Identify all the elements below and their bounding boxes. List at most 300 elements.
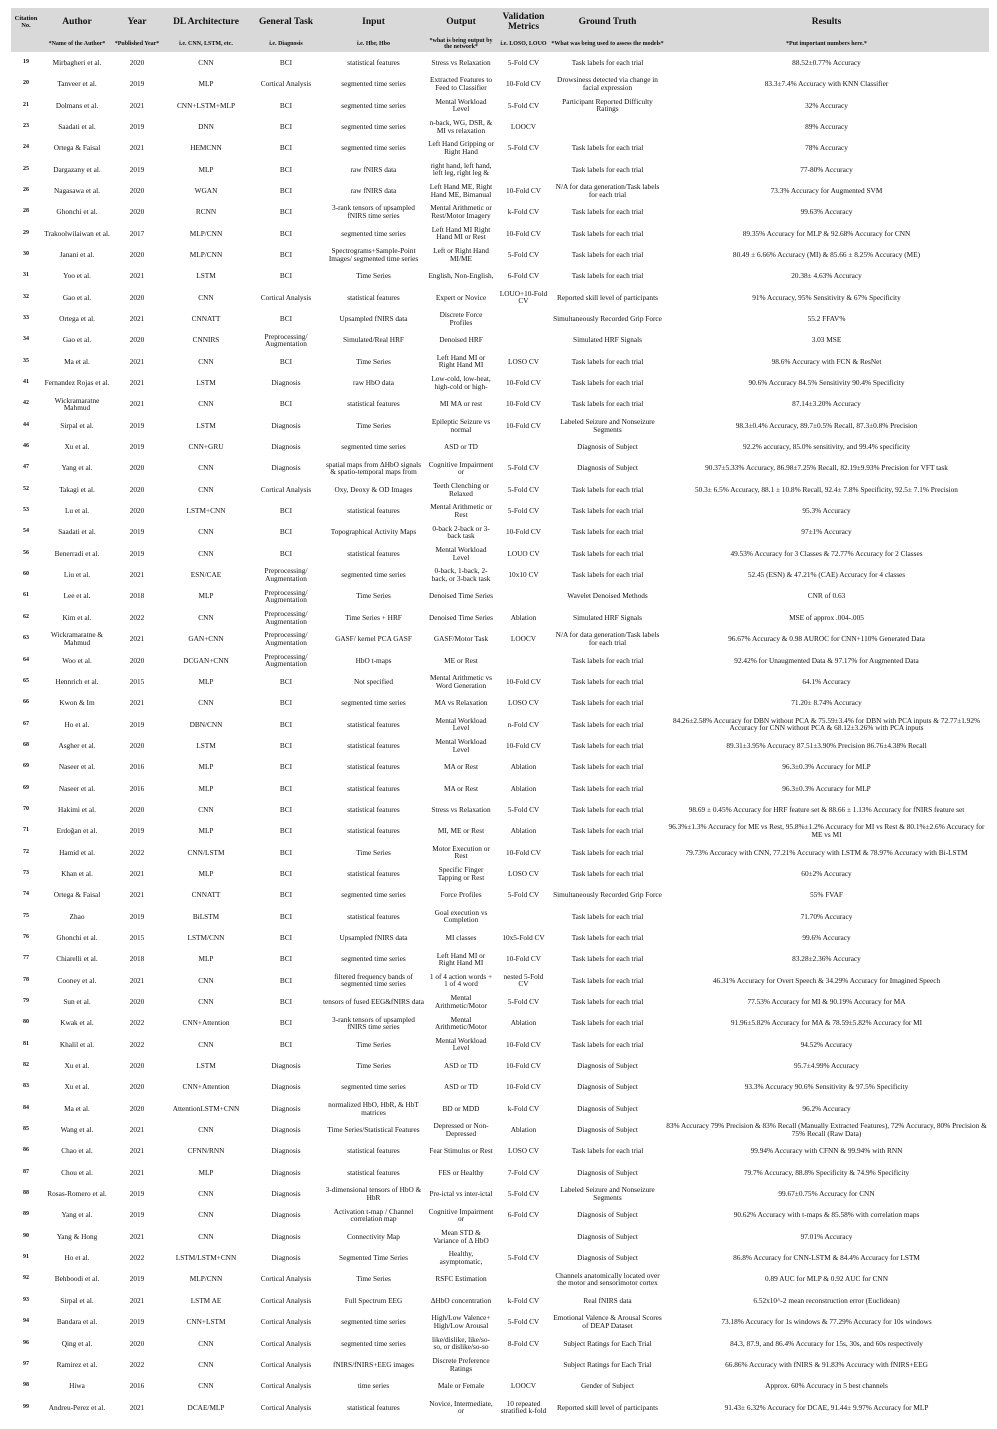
cell-ground-truth: Drowsiness detected via change in facial expression (557, 75, 658, 93)
cell-output: 1 of 4 action words + 1 of 4 word (429, 971, 493, 989)
header-task: General Task (251, 8, 321, 36)
cell-citation: 54 (23, 528, 29, 535)
cell-output: High/Low Valence+ High/Low Arousal (431, 1313, 491, 1330)
cell-task: BCI (279, 975, 293, 985)
cell-citation: 99 (23, 1403, 29, 1410)
cell-ground-truth: Task labels for each trial (571, 143, 644, 153)
cell-ground-truth: N/A for data generation/Task labels for each trial (555, 630, 660, 647)
header-ground-truth: Ground Truth (551, 8, 664, 36)
cell-architecture: DCGAN+CNN (183, 655, 229, 665)
cell-validation: 10-Fold CV (505, 847, 542, 857)
cell-task: Diagnosis (271, 1125, 301, 1135)
cell-task: BCI (279, 762, 293, 772)
cell-architecture: RCNN (195, 207, 217, 217)
cell-output: Mental Workload Level (435, 544, 487, 562)
table-row (11, 927, 989, 948)
cell-author: Gao et al. (62, 335, 92, 345)
cell-citation: 92 (23, 1275, 29, 1282)
cell-ground-truth: Task labels for each trial (571, 249, 644, 259)
cell-architecture: CNN (198, 612, 214, 622)
header-output: Output (426, 8, 496, 36)
cell-validation: 5-Fold CV (507, 1253, 540, 1263)
cell-author: Ortega & Faisal (53, 143, 101, 153)
cell-validation: 5-Fold CV (507, 890, 540, 900)
table-row (11, 1034, 989, 1055)
cell-validation: 8-Fold CV (507, 1338, 540, 1348)
cell-validation: LOSO CV (507, 1146, 539, 1156)
cell-results: 60±2% Accuracy (801, 868, 852, 878)
cell-validation: 10x10 CV (508, 570, 539, 580)
cell-citation: 66 (23, 699, 29, 706)
cell-task: Diagnosis (271, 1082, 301, 1092)
cell-citation: 83 (23, 1083, 29, 1090)
cell-task: BCI (279, 826, 293, 836)
literature-table (11, 8, 989, 1418)
cell-ground-truth: Task labels for each trial (571, 804, 644, 814)
cell-task: BCI (279, 100, 293, 110)
cell-year: 2021 (129, 356, 145, 366)
cell-input: Upsampled fNIRS data (339, 314, 408, 323)
cell-architecture: CNN (198, 57, 214, 67)
cell-citation: 47 (23, 464, 29, 471)
cell-input: statistical features (347, 1402, 400, 1412)
cell-year: 2020 (129, 1338, 145, 1348)
cell-citation: 62 (23, 613, 29, 620)
cell-output: MI, ME or Rest (437, 826, 485, 836)
cell-output: Left or Right Hand MI/ME (433, 246, 489, 263)
cell-citation: 90 (23, 1232, 29, 1239)
cell-author: Ramirez et al. (56, 1359, 98, 1369)
cell-author: Mirbagheri et al. (52, 57, 102, 67)
cell-task: BCI (279, 314, 293, 323)
cell-architecture: MLP (198, 1167, 214, 1177)
cell-architecture: DCAE/MLP (187, 1402, 225, 1412)
cell-validation: nested 5-Fold CV (503, 971, 544, 989)
cell-task: BCI (279, 954, 293, 964)
cell-year: 2020 (129, 292, 145, 302)
cell-citation: 42 (23, 400, 29, 407)
cell-task: BCI (279, 506, 293, 516)
cell-task: BCI (279, 207, 293, 217)
cell-results: 46.31% Accuracy for Overt Speech & 34.29% Accuracy for Imagined Speech (712, 975, 941, 985)
cell-citation: 97 (23, 1360, 29, 1367)
cell-validation: 6-Fold CV (507, 1210, 540, 1220)
cell-input: Upsampled fNIRS data (339, 932, 408, 942)
cell-output: Stress vs Relaxation (431, 804, 491, 814)
cell-output: Mental Arithmetic vs Word Generation (429, 673, 492, 690)
cell-citation: 41 (23, 379, 29, 386)
cell-validation: 10-Fold CV (505, 676, 542, 686)
cell-citation: 56 (23, 549, 29, 556)
cell-input: segmented time series (341, 143, 406, 153)
table-row (11, 500, 989, 521)
cell-author: Sun et al. (63, 997, 91, 1006)
cell-architecture: MLP/CNN (189, 228, 223, 238)
cell-ground-truth: Simultaneously Recorded Grip Force (553, 890, 662, 900)
literature-table-page (11, 8, 989, 1418)
cell-architecture: CNN (198, 1231, 214, 1241)
subheader-author: *Name of the Author* (41, 36, 113, 52)
cell-year: 2019 (129, 420, 145, 430)
cell-architecture: CNN+LSTM+MLP (176, 100, 236, 110)
cell-input: Topographical Activity Maps (330, 527, 417, 537)
cell-citation: 20 (23, 80, 29, 87)
cell-task: BCI (279, 932, 293, 942)
cell-ground-truth: Task labels for each trial (571, 1146, 644, 1156)
cell-validation: 5-Fold CV (507, 484, 540, 494)
cell-architecture: CNN (198, 292, 214, 302)
table-row (11, 522, 989, 543)
cell-citation: 87 (23, 1168, 29, 1175)
table-row (11, 1162, 989, 1183)
cell-ground-truth: Subject Ratings for Each Trial (563, 1359, 652, 1369)
cell-ground-truth: Task labels for each trial (571, 655, 644, 665)
cell-year: 2019 (129, 548, 145, 558)
table-row (11, 1311, 989, 1332)
cell-output: MI classes (445, 932, 477, 942)
cell-results: 32% Accuracy (805, 100, 848, 110)
cell-ground-truth: Simulated HRF Signals (573, 335, 642, 345)
cell-author: Dargazany et al. (53, 164, 101, 174)
cell-output: GASF/Motor Task (433, 634, 489, 644)
cell-year: 2020 (129, 57, 145, 67)
cell-year: 2021 (129, 975, 145, 985)
cell-validation: 10-Fold CV (505, 740, 542, 750)
cell-author: Wickramaratne Mahmud (54, 395, 100, 413)
cell-architecture: BiLSTM (192, 911, 220, 921)
cell-citation: 35 (23, 357, 29, 364)
table-row (11, 351, 989, 372)
cell-ground-truth: Task labels for each trial (571, 1018, 644, 1028)
cell-input: Connectivity Map (347, 1231, 400, 1241)
cell-year: 2019 (129, 911, 145, 921)
cell-output: Motor Execution or Rest (432, 843, 490, 861)
cell-ground-truth (551, 116, 664, 137)
cell-author: Yang et al. (61, 1210, 93, 1220)
cell-task: Diagnosis (271, 1210, 301, 1220)
cell-output: Left Hand MI or Right Hand MI (436, 950, 486, 968)
cell-task: BCI (279, 121, 293, 131)
cell-architecture: CNN (198, 463, 214, 473)
cell-citation: 88 (23, 1190, 29, 1197)
cell-author: Lee et al. (63, 591, 91, 601)
cell-architecture: CNN+Attention (182, 1082, 230, 1092)
cell-output: Force Profiles (440, 890, 482, 900)
cell-input: raw fNIRS data (350, 164, 397, 174)
cell-architecture: CNN (198, 548, 214, 558)
cell-author: Xu et al. (64, 442, 90, 452)
cell-task: Diagnosis (271, 378, 301, 388)
cell-task: BCI (279, 868, 293, 878)
cell-output: Novice, Intermediate, or (429, 1398, 493, 1416)
cell-citation: 63 (23, 635, 29, 642)
cell-output: Epileptic Seizure vs normal (431, 416, 491, 434)
cell-results: CNR of 0.63 (807, 591, 846, 601)
cell-ground-truth: Task labels for each trial (571, 164, 644, 174)
cell-ground-truth: Channels anatomically located over the motor and sensorimotor cortex (555, 1270, 660, 1288)
cell-results: 95.3% Accuracy (802, 506, 851, 516)
cell-ground-truth: Task labels for each trial (571, 847, 644, 857)
cell-input: Time Series/Statistical Features (327, 1125, 420, 1135)
cell-citation: 32 (23, 293, 29, 300)
cell-year: 2019 (129, 164, 145, 174)
cell-input: Full Spectrum EEG (344, 1295, 403, 1305)
cell-author: Naseer et al. (58, 762, 96, 772)
table-row (11, 1375, 989, 1396)
cell-author: Ho et al. (64, 719, 90, 729)
cell-year: 2020 (129, 484, 145, 494)
cell-validation: LOSO CV (507, 356, 539, 366)
cell-input: statistical features (347, 826, 400, 836)
cell-ground-truth: Simultaneously Recorded Grip Force (553, 314, 662, 323)
cell-input: statistical features (347, 911, 400, 921)
table-row (11, 564, 989, 585)
table-row (11, 52, 989, 73)
cell-task: Preprocessing/ Augmentation (264, 630, 308, 647)
table-row (11, 265, 989, 286)
cell-author: Nagasawa et al. (54, 185, 100, 195)
cell-input: time series (357, 1381, 390, 1391)
cell-task: Cortical Analysis (260, 292, 312, 302)
cell-input: Time Series (356, 847, 391, 857)
cell-year: 2022 (129, 1039, 145, 1049)
cell-architecture: MLP (198, 954, 214, 964)
cell-output: English, Non-English, (428, 271, 494, 281)
cell-output: Pre-ictal vs inter-ictal (429, 1189, 493, 1199)
cell-citation: 19 (23, 58, 29, 65)
subheader-citation (11, 36, 41, 52)
cell-input: raw fNIRS data (350, 185, 397, 195)
cell-citation: 29 (23, 229, 29, 236)
cell-task: BCI (279, 783, 293, 793)
cell-citation: 34 (23, 336, 29, 343)
cell-architecture: CNN (198, 804, 214, 814)
cell-results: 83.28±2.36% Accuracy (792, 954, 861, 964)
cell-validation: LOUO+10-Fold CV (499, 288, 548, 306)
cell-input: segmented time series (341, 954, 406, 964)
cell-year: 2021 (129, 1146, 145, 1156)
table-row (11, 479, 989, 500)
cell-validation: k-Fold CV (507, 1103, 540, 1113)
cell-citation: 98 (23, 1382, 29, 1389)
cell-citation: 33 (23, 315, 29, 321)
cell-task: Diagnosis (271, 1189, 301, 1199)
cell-citation: 67 (23, 720, 29, 727)
cell-input: 3-rank tensors of upsampled fNIRS time series (332, 1014, 415, 1032)
cell-output: like/dislike, like/so-so, or dislike/so-so (432, 1334, 490, 1352)
cell-results: 96.3±0.3% Accuracy for MLP (782, 762, 871, 772)
cell-year: 2019 (129, 1210, 145, 1220)
cell-task: Diagnosis (271, 1103, 301, 1113)
cell-validation: n-Fold CV (507, 719, 540, 729)
cell-ground-truth: Diagnosis of Subject (577, 1103, 638, 1113)
cell-ground-truth: Diagnosis of Subject (577, 1061, 638, 1071)
cell-validation: 5-Fold CV (507, 1189, 540, 1199)
cell-task: Diagnosis (271, 442, 301, 452)
cell-author: Erdoğan et al. (56, 826, 98, 836)
cell-architecture: MLP (198, 676, 214, 686)
cell-author: Xu et al. (64, 1082, 90, 1092)
table-row (11, 1012, 989, 1033)
cell-ground-truth: Task labels for each trial (571, 868, 644, 878)
cell-task: Cortical Analysis (260, 1381, 312, 1391)
cell-input: HbO t-maps (355, 655, 392, 665)
table-row (11, 159, 989, 180)
cell-year: 2021 (129, 399, 145, 409)
cell-output: MI MA or rest (439, 399, 483, 409)
table-header (11, 8, 989, 52)
cell-task: Cortical Analysis (260, 1274, 312, 1284)
cell-results: 84.3, 87.9, and 86.4% Accuracy for 15s, 30s, and 60s respectively (730, 1338, 923, 1348)
cell-architecture: CNN (198, 1039, 214, 1049)
cell-results: 79.7% Accuracy, 88.8% Specificity & 74.9% Specificity (743, 1167, 910, 1177)
cell-results: 89% Accuracy (805, 121, 848, 131)
cell-results: 96.2% Accuracy (802, 1103, 851, 1113)
cell-validation (496, 586, 551, 607)
cell-results: 96.3%±1.3% Accuracy for ME vs Rest, 95.8%±1.2% Accuracy for MI vs Rest & 80.1%±2.6% Accuracy for ME vs MI (668, 822, 985, 840)
cell-citation: 25 (23, 165, 29, 172)
cell-author: Bandara et al. (56, 1317, 98, 1327)
cell-task: BCI (279, 271, 293, 281)
cell-output: Fear Stimulus or Rest (429, 1146, 493, 1156)
cell-task: Cortical Analysis (260, 1317, 312, 1327)
cell-architecture: MLP/CNN (189, 249, 223, 259)
table-row (11, 756, 989, 777)
cell-architecture: DNN (198, 121, 214, 131)
cell-output: Left Hand Gripping or Right Hand (428, 139, 494, 157)
cell-input: statistical features (347, 783, 400, 793)
cell-output: MA vs Relaxation (434, 698, 488, 708)
cell-year: 2019 (129, 1274, 145, 1284)
cell-year: 2020 (129, 804, 145, 814)
cell-validation: Ablation (510, 826, 537, 836)
cell-citation: 69 (23, 763, 29, 770)
header-author: Author (41, 8, 113, 36)
cell-task: BCI (279, 527, 293, 537)
cell-validation: Ablation (510, 762, 537, 772)
cell-author: Lu et al. (64, 506, 90, 516)
cell-author: Xu et al. (64, 1061, 90, 1071)
cell-author: Zhao (69, 911, 85, 921)
cell-author: Benerradi et al. (54, 548, 100, 558)
cell-ground-truth: Reported skill level of participants (557, 1402, 658, 1412)
cell-validation: 5-Fold CV (507, 57, 540, 67)
cell-architecture: CNN+Attention (182, 1018, 230, 1028)
cell-citation: 21 (23, 101, 29, 108)
cell-validation: Ablation (510, 1018, 537, 1028)
cell-task: Diagnosis (271, 1231, 301, 1241)
cell-citation: 61 (23, 592, 29, 599)
cell-year: 2015 (129, 676, 145, 686)
cell-results: 91% Accuracy, 95% Sensitivity & 67% Specificity (752, 292, 901, 302)
cell-output: ME or Rest (444, 655, 478, 665)
table-row (11, 1141, 989, 1162)
cell-citation: 70 (23, 805, 29, 812)
cell-output: Mental Workload Level (435, 1035, 487, 1053)
cell-input: statistical features (347, 804, 400, 814)
cell-task: BCI (279, 399, 293, 409)
cell-results: 6.52x10^-2 mean reconstruction error (Euclidean) (753, 1295, 900, 1305)
cell-citation: 93 (23, 1296, 29, 1303)
cell-architecture: CNN (198, 975, 214, 985)
subheader-validation: i.e. LOSO, LOUO (496, 36, 551, 52)
cell-author: Hennrich et al. (55, 676, 99, 686)
cell-citation: 89 (23, 1211, 29, 1218)
cell-author: Chiarelli et al. (56, 954, 98, 964)
cell-results: 99.63% Accuracy (800, 207, 853, 217)
cell-validation: 7-Fold CV (507, 1167, 540, 1177)
cell-input: statistical features (347, 1146, 400, 1156)
cell-ground-truth: Task labels for each trial (571, 719, 644, 729)
cell-input: Time Series (356, 591, 391, 601)
cell-architecture: CNN+LSTM (186, 1317, 226, 1327)
cell-ground-truth: Task labels for each trial (571, 271, 644, 281)
cell-citation: 72 (23, 848, 29, 855)
cell-year: 2021 (129, 890, 145, 900)
table-row (11, 1247, 989, 1268)
cell-validation: LOOCV (510, 121, 537, 131)
cell-author: Chao et al. (61, 1146, 93, 1156)
cell-year: 2019 (129, 79, 145, 89)
cell-results: 83.3±7.4% Accuracy with KNN Classifier (764, 79, 889, 89)
cell-validation (496, 1226, 551, 1247)
cell-author: Khalil et al. (59, 1039, 95, 1049)
cell-results: 52.45 (ESN) & 47.21% (CAE) Accuracy for 4 classes (747, 570, 906, 580)
table-row (11, 1354, 989, 1375)
cell-author: Ortega et al. (59, 314, 95, 323)
cell-ground-truth: Task labels for each trial (571, 698, 644, 708)
cell-ground-truth: Task labels for each trial (571, 548, 644, 558)
cell-validation: 5-Fold CV (507, 804, 540, 814)
subheader-ground-truth: *What was being used to assess the models* (551, 36, 664, 52)
cell-results: 91.43± 6.32% Accuracy for DCAE, 91.44± 9.97% Accuracy for MLP (724, 1402, 929, 1412)
cell-output: 0-back 2-back or 3-back task (432, 523, 490, 541)
cell-author: Naseer et al. (58, 783, 96, 793)
table-row (11, 1205, 989, 1226)
cell-input: segmented time series (341, 570, 406, 580)
cell-year: 2021 (129, 1295, 145, 1305)
cell-task: Diagnosis (271, 1061, 301, 1071)
cell-ground-truth: Task labels for each trial (571, 570, 644, 580)
cell-year: 2021 (129, 378, 145, 388)
cell-results: 80.49 ± 6.66% Accuracy (MI) & 85.66 ± 8.25% Accuracy (ME) (732, 249, 921, 259)
cell-results: 98.6% Accuracy with FCN & ResNet (771, 356, 882, 366)
cell-output: Mental Workload Level (435, 96, 487, 114)
cell-validation: 5-Fold CV (507, 249, 540, 259)
cell-architecture: MLP (198, 79, 214, 89)
cell-year: 2020 (129, 655, 145, 665)
cell-year: 2020 (129, 1061, 145, 1071)
cell-validation: k-Fold CV (507, 207, 540, 217)
cell-ground-truth: Task labels for each trial (571, 997, 644, 1006)
cell-output: Discrete Preference Ratings (432, 1356, 490, 1373)
cell-results: 96.67% Accuracy & 0.98 AUROC for CNN+110% Generated Data (728, 634, 925, 644)
cell-year: 2020 (129, 997, 145, 1006)
cell-ground-truth: Labeled Seizure and Nonseizure Segments (560, 1185, 655, 1202)
cell-year: 2020 (129, 249, 145, 259)
cell-output: RSFC Estimation (435, 1274, 487, 1284)
table-row (11, 1397, 989, 1418)
cell-results: 91.96±5.82% Accuracy for MA & 78.59±5.82% Accuracy for MI (730, 1018, 923, 1028)
cell-architecture: CNN (198, 1338, 214, 1348)
table-row (11, 287, 989, 308)
cell-results: 99.6% Accuracy (802, 932, 851, 942)
cell-results: 20.38± 4.63% Accuracy (791, 271, 862, 281)
cell-author: Ma et al. (64, 1103, 90, 1113)
cell-input: statistical features (347, 548, 400, 558)
cell-citation: 77 (23, 955, 29, 962)
cell-output: BD or MDD (442, 1103, 480, 1113)
